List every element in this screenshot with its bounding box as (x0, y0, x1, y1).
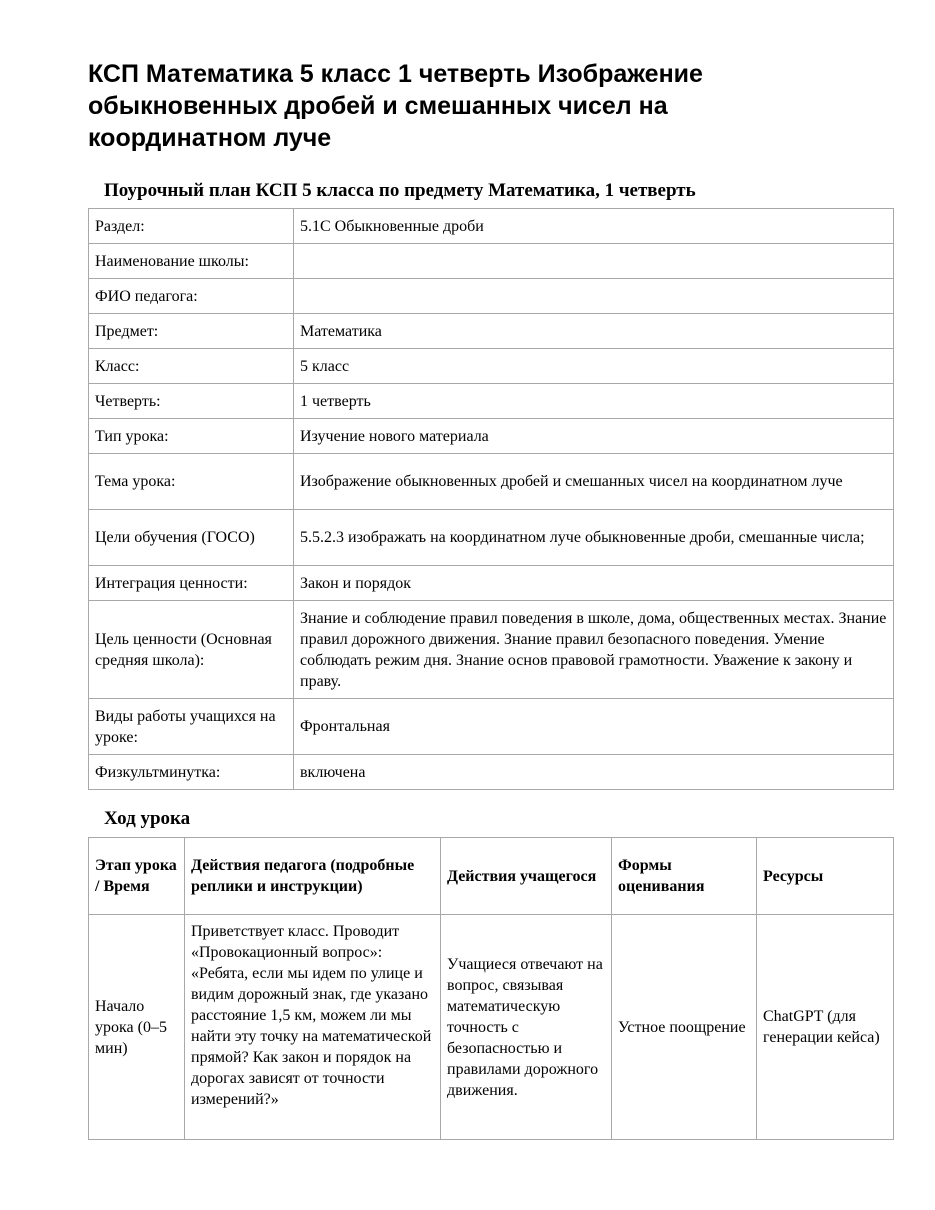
column-header-stage: Этап урока / Время (89, 838, 185, 915)
lesson-info-table (88, 208, 894, 790)
assessment-cell: Устное поощрение (612, 915, 757, 1140)
table-header-row (89, 838, 894, 915)
column-header-student-actions: Действия учащегося (441, 838, 612, 915)
info-row-subject (89, 314, 894, 349)
info-label: Цели обучения (ГОСО) (89, 510, 294, 566)
student-actions-cell: Учащиеся отвечают на вопрос, связывая математическую точность с безопасностью и правилами дорожного движения. (441, 915, 612, 1140)
info-row-school (89, 244, 894, 279)
info-value: 5.5.2.3 изображать на координатном луче обыкновенные дроби, смешанные числа; (294, 510, 894, 566)
plan-subtitle: Поурочный план КСП 5 класса по предмету Математика, 1 четверть (104, 180, 696, 201)
teacher-actions-cell: Приветствует класс. Проводит «Провокационный вопрос»: «Ребята, если мы идем по улице и видим дорожный знак, где указано расстояние 1,5 км, можем ли мы найти эту точку на математической прямой? Как закон и порядок на дорогах зависят от точности измерений?» (185, 915, 441, 1140)
info-row-grade (89, 349, 894, 384)
info-value: 5 класс (294, 349, 894, 384)
info-row-quarter (89, 384, 894, 419)
page-title: КСП Математика 5 класс 1 четверть Изображение обыкновенных дробей и смешанных чисел на координатном луче (88, 60, 703, 152)
info-row-value-integration (89, 566, 894, 601)
info-label: Раздел: (89, 209, 294, 244)
info-value (294, 279, 894, 314)
info-value (294, 244, 894, 279)
column-header-assessment: Формы оценивания (612, 838, 757, 915)
info-label: Виды работы учащихся на уроке: (89, 699, 294, 755)
info-row-teacher (89, 279, 894, 314)
resources-cell: ChatGPT (для генерации кейса) (757, 915, 894, 1140)
info-value: Закон и порядок (294, 566, 894, 601)
column-header-teacher-actions: Действия педагога (подробные реплики и инструкции) (185, 838, 441, 915)
lesson-plan-table (88, 837, 894, 1140)
info-value: Фронтальная (294, 699, 894, 755)
info-label: Четверть: (89, 384, 294, 419)
info-value: Знание и соблюдение правил поведения в школе, дома, общественных местах. Знание правил дорожного движения. Знание правил безопасного поведения. Умение соблюдать режим дня. Знание основ правовой грамотности. Уважение к закону и праву. (294, 601, 894, 699)
info-row-learning-goals (89, 510, 894, 566)
table-row (89, 915, 894, 1140)
document-page (88, 58, 893, 1140)
info-row-physical-break (89, 755, 894, 790)
info-value: Изображение обыкновенных дробей и смешанных чисел на координатном луче (294, 454, 894, 510)
info-row-work-types (89, 699, 894, 755)
info-value: Математика (294, 314, 894, 349)
info-label: Наименование школы: (89, 244, 294, 279)
info-row-lesson-type (89, 419, 894, 454)
info-label: Предмет: (89, 314, 294, 349)
info-value: включена (294, 755, 894, 790)
info-label: Цель ценности (Основная средняя школа): (89, 601, 294, 699)
info-label: ФИО педагога: (89, 279, 294, 314)
info-row-value-goal (89, 601, 894, 699)
info-value: Изучение нового материала (294, 419, 894, 454)
info-value: 5.1С Обыкновенные дроби (294, 209, 894, 244)
info-row-section (89, 209, 894, 244)
info-value: 1 четверть (294, 384, 894, 419)
column-header-resources: Ресурсы (757, 838, 894, 915)
info-label: Тип урока: (89, 419, 294, 454)
info-label: Физкультминутка: (89, 755, 294, 790)
stage-cell: Начало урока (0–5 мин) (89, 915, 185, 1140)
lesson-flow-heading: Ход урока (104, 808, 191, 829)
info-label: Интеграция ценности: (89, 566, 294, 601)
info-label: Класс: (89, 349, 294, 384)
info-label: Тема урока: (89, 454, 294, 510)
info-row-lesson-topic (89, 454, 894, 510)
